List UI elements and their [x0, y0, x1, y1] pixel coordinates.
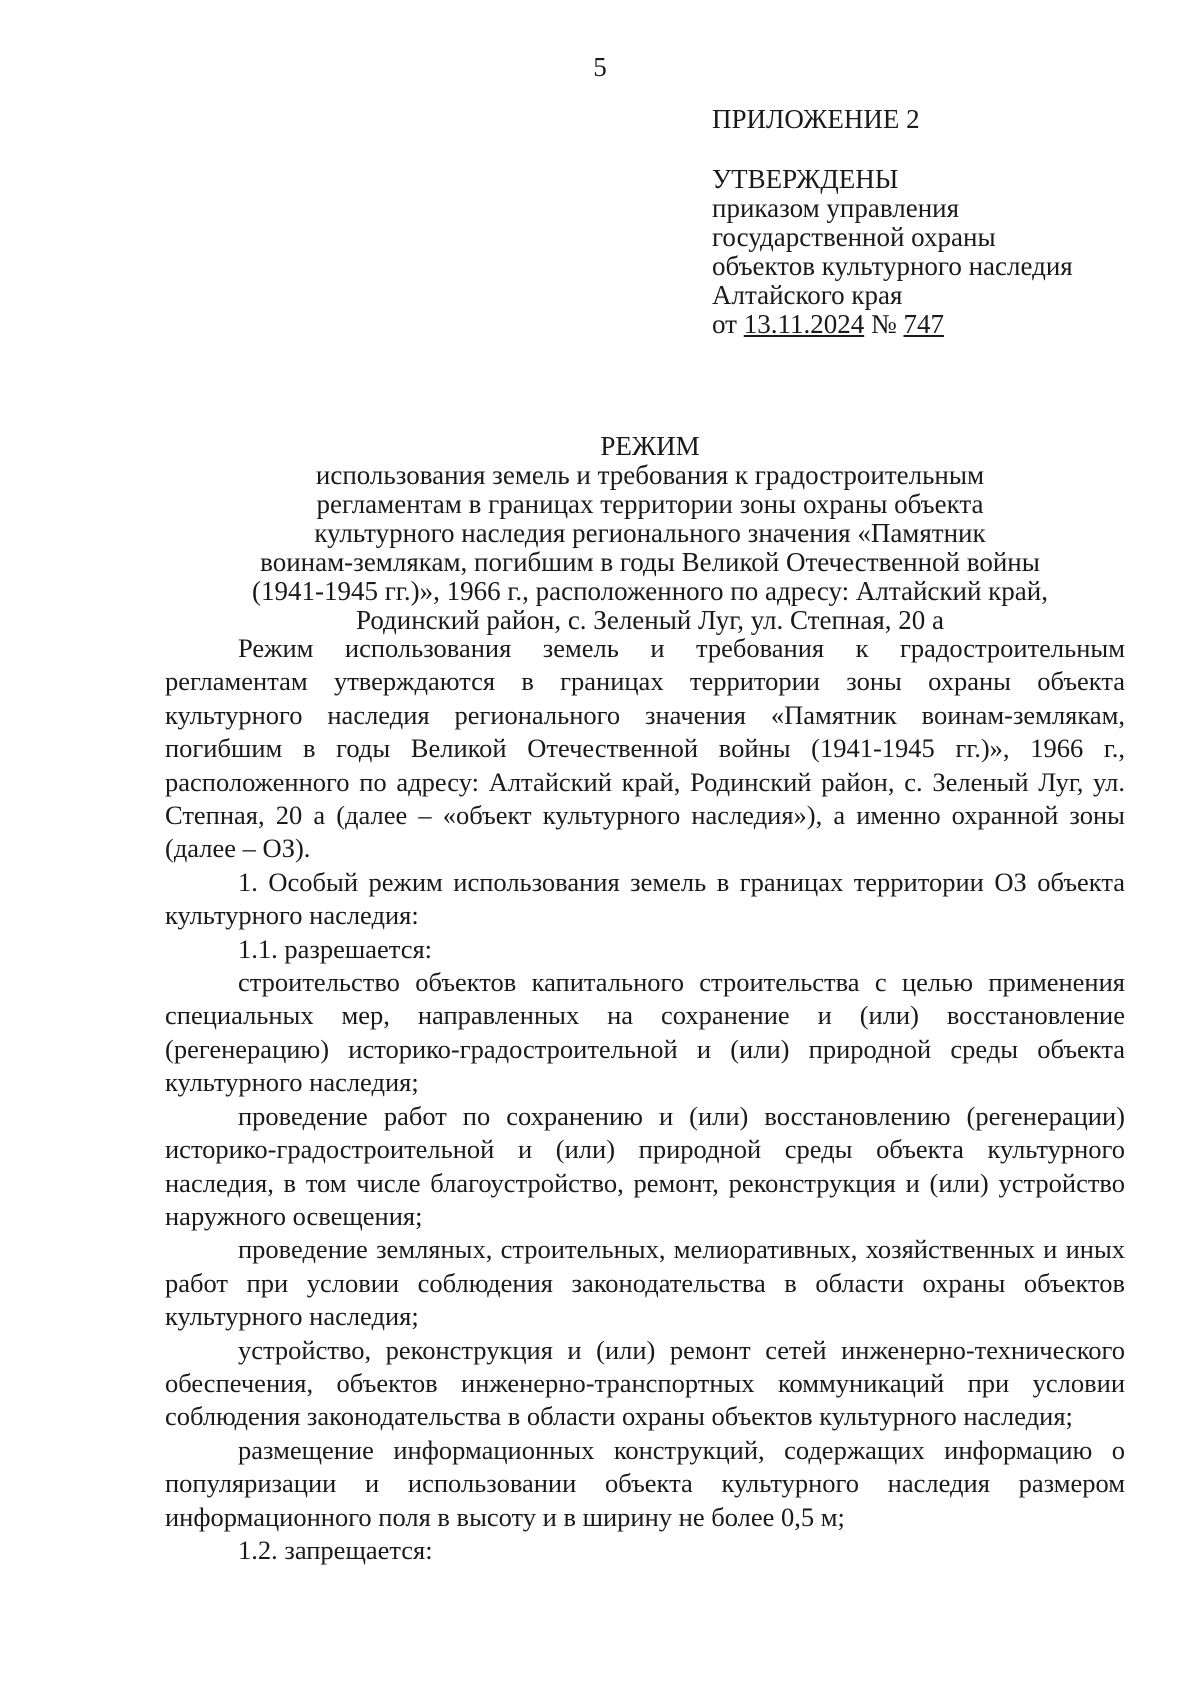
title-line: использования земель и требования к градостроительным: [315, 460, 985, 490]
number-sign: №: [870, 309, 897, 339]
paragraph-item: строительство объектов капитального строительства с целью применения специальных мер, направленных на сохранение и (или) восстановление (регенерацию) историко-градостроительной и (или) природной среды объекта культурного наследия;: [165, 967, 1125, 1098]
title-line: (1941-1945 гг.)», 1966 г., расположенного по адресу: Алтайский край,: [252, 576, 1048, 606]
order-number: 747: [903, 309, 944, 339]
approval-line: государственной охраны: [712, 222, 996, 252]
title-line: регламентам в границах территории зоны охраны объекта: [316, 489, 984, 519]
approval-line: объектов культурного наследия: [712, 251, 1073, 281]
paragraph-item: проведение работ по сохранению и (или) восстановлению (регенерации) историко-градостроительной и (или) природной среды объекта культурного наследия, в том числе благоустройство, ремонт, реконструкция и (или) устройство наружного освещения;: [165, 1100, 1125, 1231]
approved-label: УТВЕРЖДЕНЫ: [712, 164, 899, 194]
paragraph-section-1-2: 1.2. запрещается:: [238, 1534, 433, 1565]
title-line: воинам-землякам, погибшим в годы Великой Отечественной войны: [260, 547, 1040, 577]
body-text: [165, 632, 1125, 1567]
date-prefix: от: [712, 309, 737, 339]
approval-date-line: [712, 310, 1172, 339]
paragraph-section-1: 1. Особый режим использования земель в границах территории ОЗ объекта культурного наследия:: [165, 866, 1125, 931]
title-line: культурного наследия регионального значения «Памятник: [314, 518, 986, 548]
paragraph-intro: Режим использования земель и требования к градостроительным регламентам утверждаются в границах территории зоны охраны объекта культурного наследия регионального значения «Памятник воинам-землякам, погибшим в годы Великой Отечественной войны (1941-1945 гг.)», 1966 г., расположенного по адресу: Алтайский край, Родинский район, с. Зеленый Луг, ул. Степная, 20 а (далее – «объект культурного наследия»), а именно охранной зоны (далее – ОЗ).: [165, 633, 1125, 864]
page-number: 5: [593, 52, 607, 82]
approval-line: Алтайского края: [712, 280, 903, 310]
approval-block: [712, 105, 1172, 339]
paragraph-section-1-1: 1.1. разрешается:: [238, 933, 433, 964]
order-date: 13.11.2024: [743, 309, 865, 339]
paragraph-item: проведение земляных, строительных, мелиоративных, хозяйственных и иных работ при условии соблюдения законодательства в области охраны объектов культурного наследия;: [165, 1234, 1125, 1332]
paragraph-item: размещение информационных конструкций, содержащих информацию о популяризации и использовании объекта культурного наследия размером информационного поля в высоту и в ширину не более 0,5 м;: [165, 1434, 1125, 1532]
document-title: [130, 432, 1170, 635]
paragraph-item: устройство, реконструкция и (или) ремонт сетей инженерно-технического обеспечения, объектов инженерно-транспортных коммуникаций при условии соблюдения законодательства в области охраны объектов культурного наследия;: [165, 1334, 1125, 1432]
annex-label: ПРИЛОЖЕНИЕ 2: [712, 104, 920, 134]
approval-line: приказом управления: [712, 193, 960, 223]
title-line: Родинский район, с. Зеленый Луг, ул. Степная, 20 а: [355, 605, 944, 635]
title-heading: РЕЖИМ: [600, 431, 700, 461]
